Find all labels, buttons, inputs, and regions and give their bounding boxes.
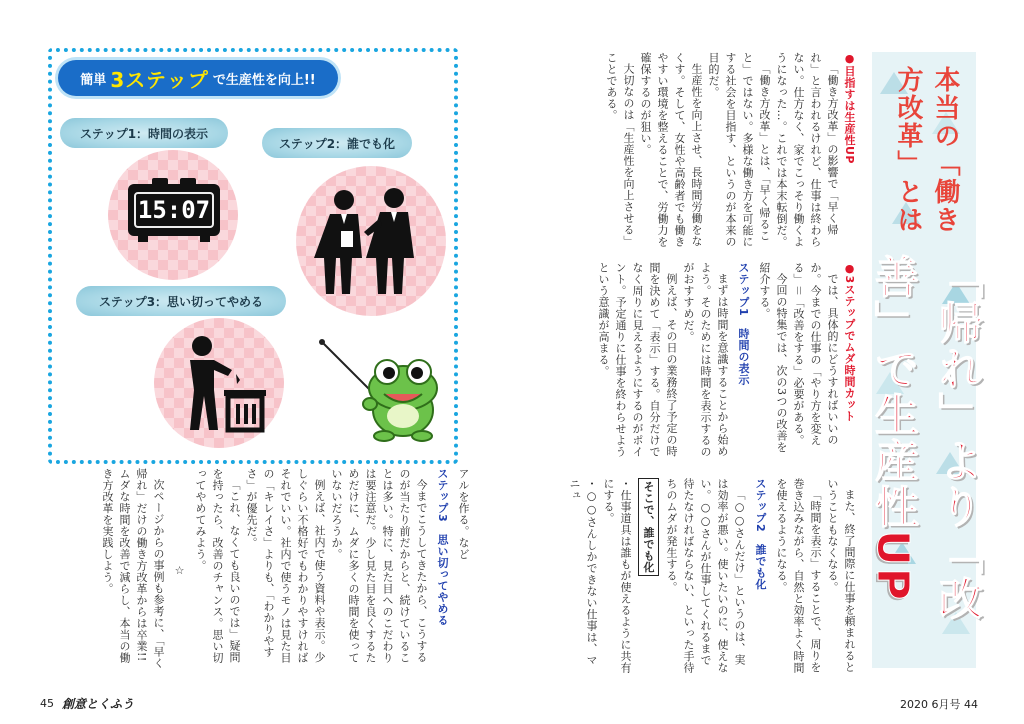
paragraph: 今回の特集では、次の3つの改善を紹介する。 — [758, 262, 788, 453]
step2-heading: ステップ2 誰でも化 — [754, 478, 767, 590]
step1-cloud-label: ステップ1：時間の表示 — [60, 118, 228, 148]
paragraph: まずは時間を意識することから始めよう。そのためには時間を表示するのがおすすめだ。 — [682, 262, 729, 458]
title-band — [867, 52, 982, 668]
paragraph: 「これ、なくても良いのでは」疑問を持ったら、改善のチャンス。思い切ってやめてみよう。 — [194, 468, 241, 664]
banner-tail-text: で生産性を向上!! — [212, 72, 316, 88]
paragraph: 次ページからの事例も参考に、「早く帰れ」だけの働き方改革からは卒業!! ムダな時間を改善で減らし、本当の働き方改革を実践しよう。 — [101, 468, 165, 669]
paragraph: アルを作る。など — [457, 468, 470, 560]
paragraph: また、終了間際に仕事を頼まれるということもなくなる。 — [826, 478, 856, 673]
paragraph: 生産性を向上させ、長時間労働をなくす。そして、女性や高齢者でも働きやすい環境を整えることで、労働力を確保するのが狙い。 — [639, 52, 703, 248]
banner-big-text: 3ステップ — [110, 67, 209, 92]
paragraph: 大切なのは「生産性を向上させる」ことである。 — [605, 52, 635, 247]
frog-mascot-icon — [360, 352, 446, 442]
step1-heading: ステップ1 時間の表示 — [737, 262, 750, 386]
step2-boxed-heading: そこで、誰でも化 — [638, 478, 659, 674]
trash-disposal-icon — [176, 334, 272, 434]
paragraph: 「○○さんだけ」というのは、実は効率が悪い。使いたいのに、使えない。○○さんが仕事してくれるまで待たなければならない、といった手待ちのムダが発生する。 — [665, 478, 746, 674]
right-middle-text — [540, 262, 858, 458]
paragraph: 「働き方改革」とは、「早く帰ること」ではない。多様な働き方を可能にする社会を目指す、というのが本来の目的だ。 — [707, 52, 771, 248]
right-page-number: 2020 6月号 44 — [900, 698, 978, 711]
magazine-logo: 創意とくふう — [62, 697, 135, 711]
step3-heading: ステップ3 思い切ってやめる — [436, 468, 449, 626]
clock-time: 15:07 — [134, 192, 214, 228]
left-page-number: 45 — [40, 697, 54, 710]
section1-heading: ●目指すは生産性UP — [843, 52, 856, 164]
paragraph: では、具体的にどうすればいいのか。今までの仕事の「やり方を変える」＝「改善をする」必要がある。 — [792, 262, 839, 446]
right-upper-text — [540, 52, 858, 252]
bullet-item: ・○○さんしかできない仕事は、マニュ — [568, 478, 598, 666]
title-line-1: 本当の「働き方改革」とは — [893, 66, 960, 234]
digital-clock-icon — [128, 184, 220, 236]
star-separator: ☆ — [173, 564, 186, 578]
paragraph: 例えば、その日の業務終了予定の時間を決めて「表示」する。自分だけでなく周りに見えるようにするのがポイント。予定通りに仕事を終わらせようという意識が高まる。 — [597, 262, 678, 458]
paragraph: 「働き方改革」の影響で「早く帰れ」と言われるけれど、仕事は終わらない。仕方なく、家でこっそり働くようになった…。これでは本末転倒だ。 — [775, 52, 839, 248]
step2-cloud-label: ステップ2：誰でも化 — [262, 128, 412, 158]
businessmen-icon — [310, 186, 430, 296]
article-title — [867, 66, 982, 656]
three-step-banner — [58, 60, 338, 96]
paragraph: 「時間を表示」することで、周りを巻き込みながら、自然と効率よく時間を使えるようになる。 — [775, 478, 822, 674]
left-lower-text — [54, 468, 472, 674]
left-page-footer — [40, 695, 134, 712]
step3-cloud-label: ステップ3：思い切ってやめる — [76, 286, 286, 316]
section2-heading: ●3ステップでムダ時間カット — [843, 262, 856, 422]
banner-small-text: 簡単 — [80, 72, 107, 88]
title-line-2: 「帰れ」より「改善」で生産性UP — [867, 254, 982, 623]
paragraph: 今までこうしてきたから、こうするのが当たり前だからと、続けていることは多い。特に、見た目へのこだわりは要注意だ。少し見た目を良くするためだけに、ムダに多くの時間を使っていないだろうか。 — [330, 468, 428, 664]
right-lower-text — [540, 478, 858, 674]
bullet-item: ・仕事道具は誰もが使えるように共有にする。 — [602, 478, 632, 674]
paragraph: 例えば、社内で使う資料や表示。少しぐらい不格好でもわかりやすければそれでいい。社内で使うモノは見た目の「キレイさ」よりも、「わかりやすさ」が優先だ。 — [245, 468, 326, 664]
